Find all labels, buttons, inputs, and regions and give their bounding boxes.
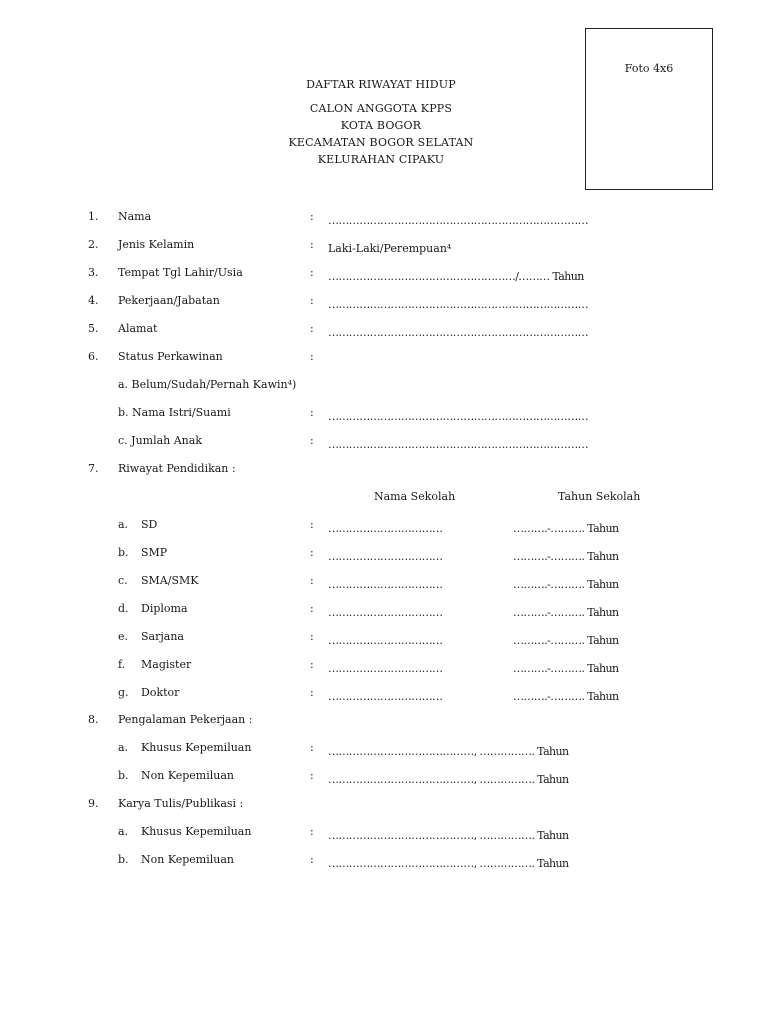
colon: : — [310, 294, 314, 307]
row-letter: a. — [118, 741, 129, 754]
colon: : — [310, 210, 314, 223]
row-letter: f. — [118, 658, 126, 671]
label-jenjang: SMA/SMK — [141, 574, 199, 587]
row-letter: d. — [118, 602, 129, 615]
item-number: 4. — [88, 294, 99, 307]
column-header-tahun-sekolah: Tahun Sekolah — [558, 490, 641, 503]
field-jenis-kelamin[interactable]: Laki-Laki/Perempuan⁴ — [328, 242, 452, 255]
row-letter: a. — [118, 825, 129, 838]
item-number: 7. — [88, 462, 99, 475]
row-letter: c. — [118, 574, 128, 587]
row-letter: a. — [118, 518, 129, 531]
item-number: 8. — [88, 713, 99, 726]
item-number: 6. — [88, 350, 99, 363]
subtitle-kelurahan: KELURAHAN CIPAKU — [317, 153, 445, 166]
colon: : — [310, 602, 314, 615]
label-riwayat-pendidikan: Riwayat Pendidikan : — [118, 462, 236, 475]
label-jenjang: Doktor — [141, 686, 180, 699]
field-nama[interactable]: ………………………………………………………………… — [328, 214, 589, 227]
label-pengalaman-pekerjaan: Pengalaman Pekerjaan : — [118, 713, 253, 726]
label-jenjang: SD — [141, 518, 158, 531]
label-nama-pasangan: b. Nama Istri/Suami — [118, 406, 231, 419]
label-khusus-kepemiluan: Khusus Kepemiluan — [141, 825, 252, 838]
photo-label: Foto 4x6 — [624, 62, 674, 75]
field-tahun-sekolah[interactable]: ……….-………. Tahun — [513, 578, 619, 591]
label-nama: Nama — [118, 210, 152, 223]
subtitle-kecamatan: KECAMATAN BOGOR SELATAN — [288, 136, 474, 149]
subtitle-kota: KOTA BOGOR — [340, 119, 422, 132]
field-pengalaman-khusus[interactable]: ……………………………………, ……………. Tahun — [328, 745, 569, 758]
label-jumlah-anak: c. Jumlah Anak — [118, 434, 202, 447]
label-non-kepemiluan: Non Kepemiluan — [141, 853, 235, 866]
label-tempat-tgl-lahir: Tempat Tgl Lahir/Usia — [118, 266, 243, 279]
field-nama-pasangan[interactable]: ………………………………………………………………… — [328, 410, 589, 423]
colon: : — [310, 574, 314, 587]
item-number: 9. — [88, 797, 99, 810]
colon: : — [310, 518, 314, 531]
colon: : — [310, 350, 314, 363]
field-nama-sekolah[interactable]: …………………………… — [328, 662, 443, 675]
field-pekerjaan[interactable]: ………………………………………………………………… — [328, 298, 589, 311]
field-nama-sekolah[interactable]: …………………………… — [328, 690, 443, 703]
field-karya-khusus[interactable]: ……………………………………, ……………. Tahun — [328, 829, 569, 842]
label-jenis-kelamin: Jenis Kelamin — [118, 238, 195, 251]
label-jenjang: SMP — [141, 546, 168, 559]
row-letter: b. — [118, 769, 129, 782]
column-header-nama-sekolah: Nama Sekolah — [374, 490, 456, 503]
label-status-perkawinan: Status Perkawinan — [118, 350, 223, 363]
colon: : — [310, 825, 314, 838]
colon: : — [310, 434, 314, 447]
label-khusus-kepemiluan: Khusus Kepemiluan — [141, 741, 252, 754]
row-letter: e. — [118, 630, 129, 643]
row-letter: b. — [118, 853, 129, 866]
colon: : — [310, 686, 314, 699]
colon: : — [310, 322, 314, 335]
label-jenjang: Sarjana — [141, 630, 184, 643]
field-jumlah-anak[interactable]: ………………………………………………………………… — [328, 438, 589, 451]
label-jenjang: Diploma — [141, 602, 188, 615]
field-tahun-sekolah[interactable]: ……….-………. Tahun — [513, 606, 619, 619]
field-nama-sekolah[interactable]: …………………………… — [328, 634, 443, 647]
colon: : — [310, 630, 314, 643]
field-nama-sekolah[interactable]: …………………………… — [328, 606, 443, 619]
item-number: 3. — [88, 266, 99, 279]
field-tahun-sekolah[interactable]: ……….-………. Tahun — [513, 550, 619, 563]
field-tempat-tgl-lahir[interactable]: ………………………………………………/……… Tahun — [328, 270, 584, 283]
label-alamat: Alamat — [118, 322, 158, 335]
row-letter: b. — [118, 546, 129, 559]
colon: : — [310, 853, 314, 866]
colon: : — [310, 769, 314, 782]
document-title: DAFTAR RIWAYAT HIDUP — [306, 78, 456, 91]
colon: : — [310, 741, 314, 754]
field-karya-non[interactable]: ……………………………………, ……………. Tahun — [328, 857, 569, 870]
label-non-kepemiluan: Non Kepemiluan — [141, 769, 235, 782]
label-karya-tulis: Karya Tulis/Publikasi : — [118, 797, 244, 810]
colon: : — [310, 546, 314, 559]
field-tahun-sekolah[interactable]: ……….-………. Tahun — [513, 634, 619, 647]
label-status-kawin: a. Belum/Sudah/Pernah Kawin⁴) — [118, 378, 297, 391]
item-number: 5. — [88, 322, 99, 335]
item-number: 1. — [88, 210, 99, 223]
colon: : — [310, 266, 314, 279]
field-tahun-sekolah[interactable]: ……….-………. Tahun — [513, 662, 619, 675]
item-number: 2. — [88, 238, 99, 251]
subtitle-kpps: CALON ANGGOTA KPPS — [309, 102, 453, 115]
label-jenjang: Magister — [141, 658, 192, 671]
label-pekerjaan: Pekerjaan/Jabatan — [118, 294, 220, 307]
photo-box — [585, 28, 713, 190]
colon: : — [310, 658, 314, 671]
field-tahun-sekolah[interactable]: ……….-………. Tahun — [513, 522, 619, 535]
field-pengalaman-non[interactable]: ……………………………………, ……………. Tahun — [328, 773, 569, 786]
colon: : — [310, 238, 314, 251]
field-nama-sekolah[interactable]: …………………………… — [328, 578, 443, 591]
field-tahun-sekolah[interactable]: ……….-………. Tahun — [513, 690, 619, 703]
field-alamat[interactable]: ………………………………………………………………… — [328, 326, 589, 339]
field-nama-sekolah[interactable]: …………………………… — [328, 522, 443, 535]
row-letter: g. — [118, 686, 129, 699]
colon: : — [310, 406, 314, 419]
field-nama-sekolah[interactable]: …………………………… — [328, 550, 443, 563]
